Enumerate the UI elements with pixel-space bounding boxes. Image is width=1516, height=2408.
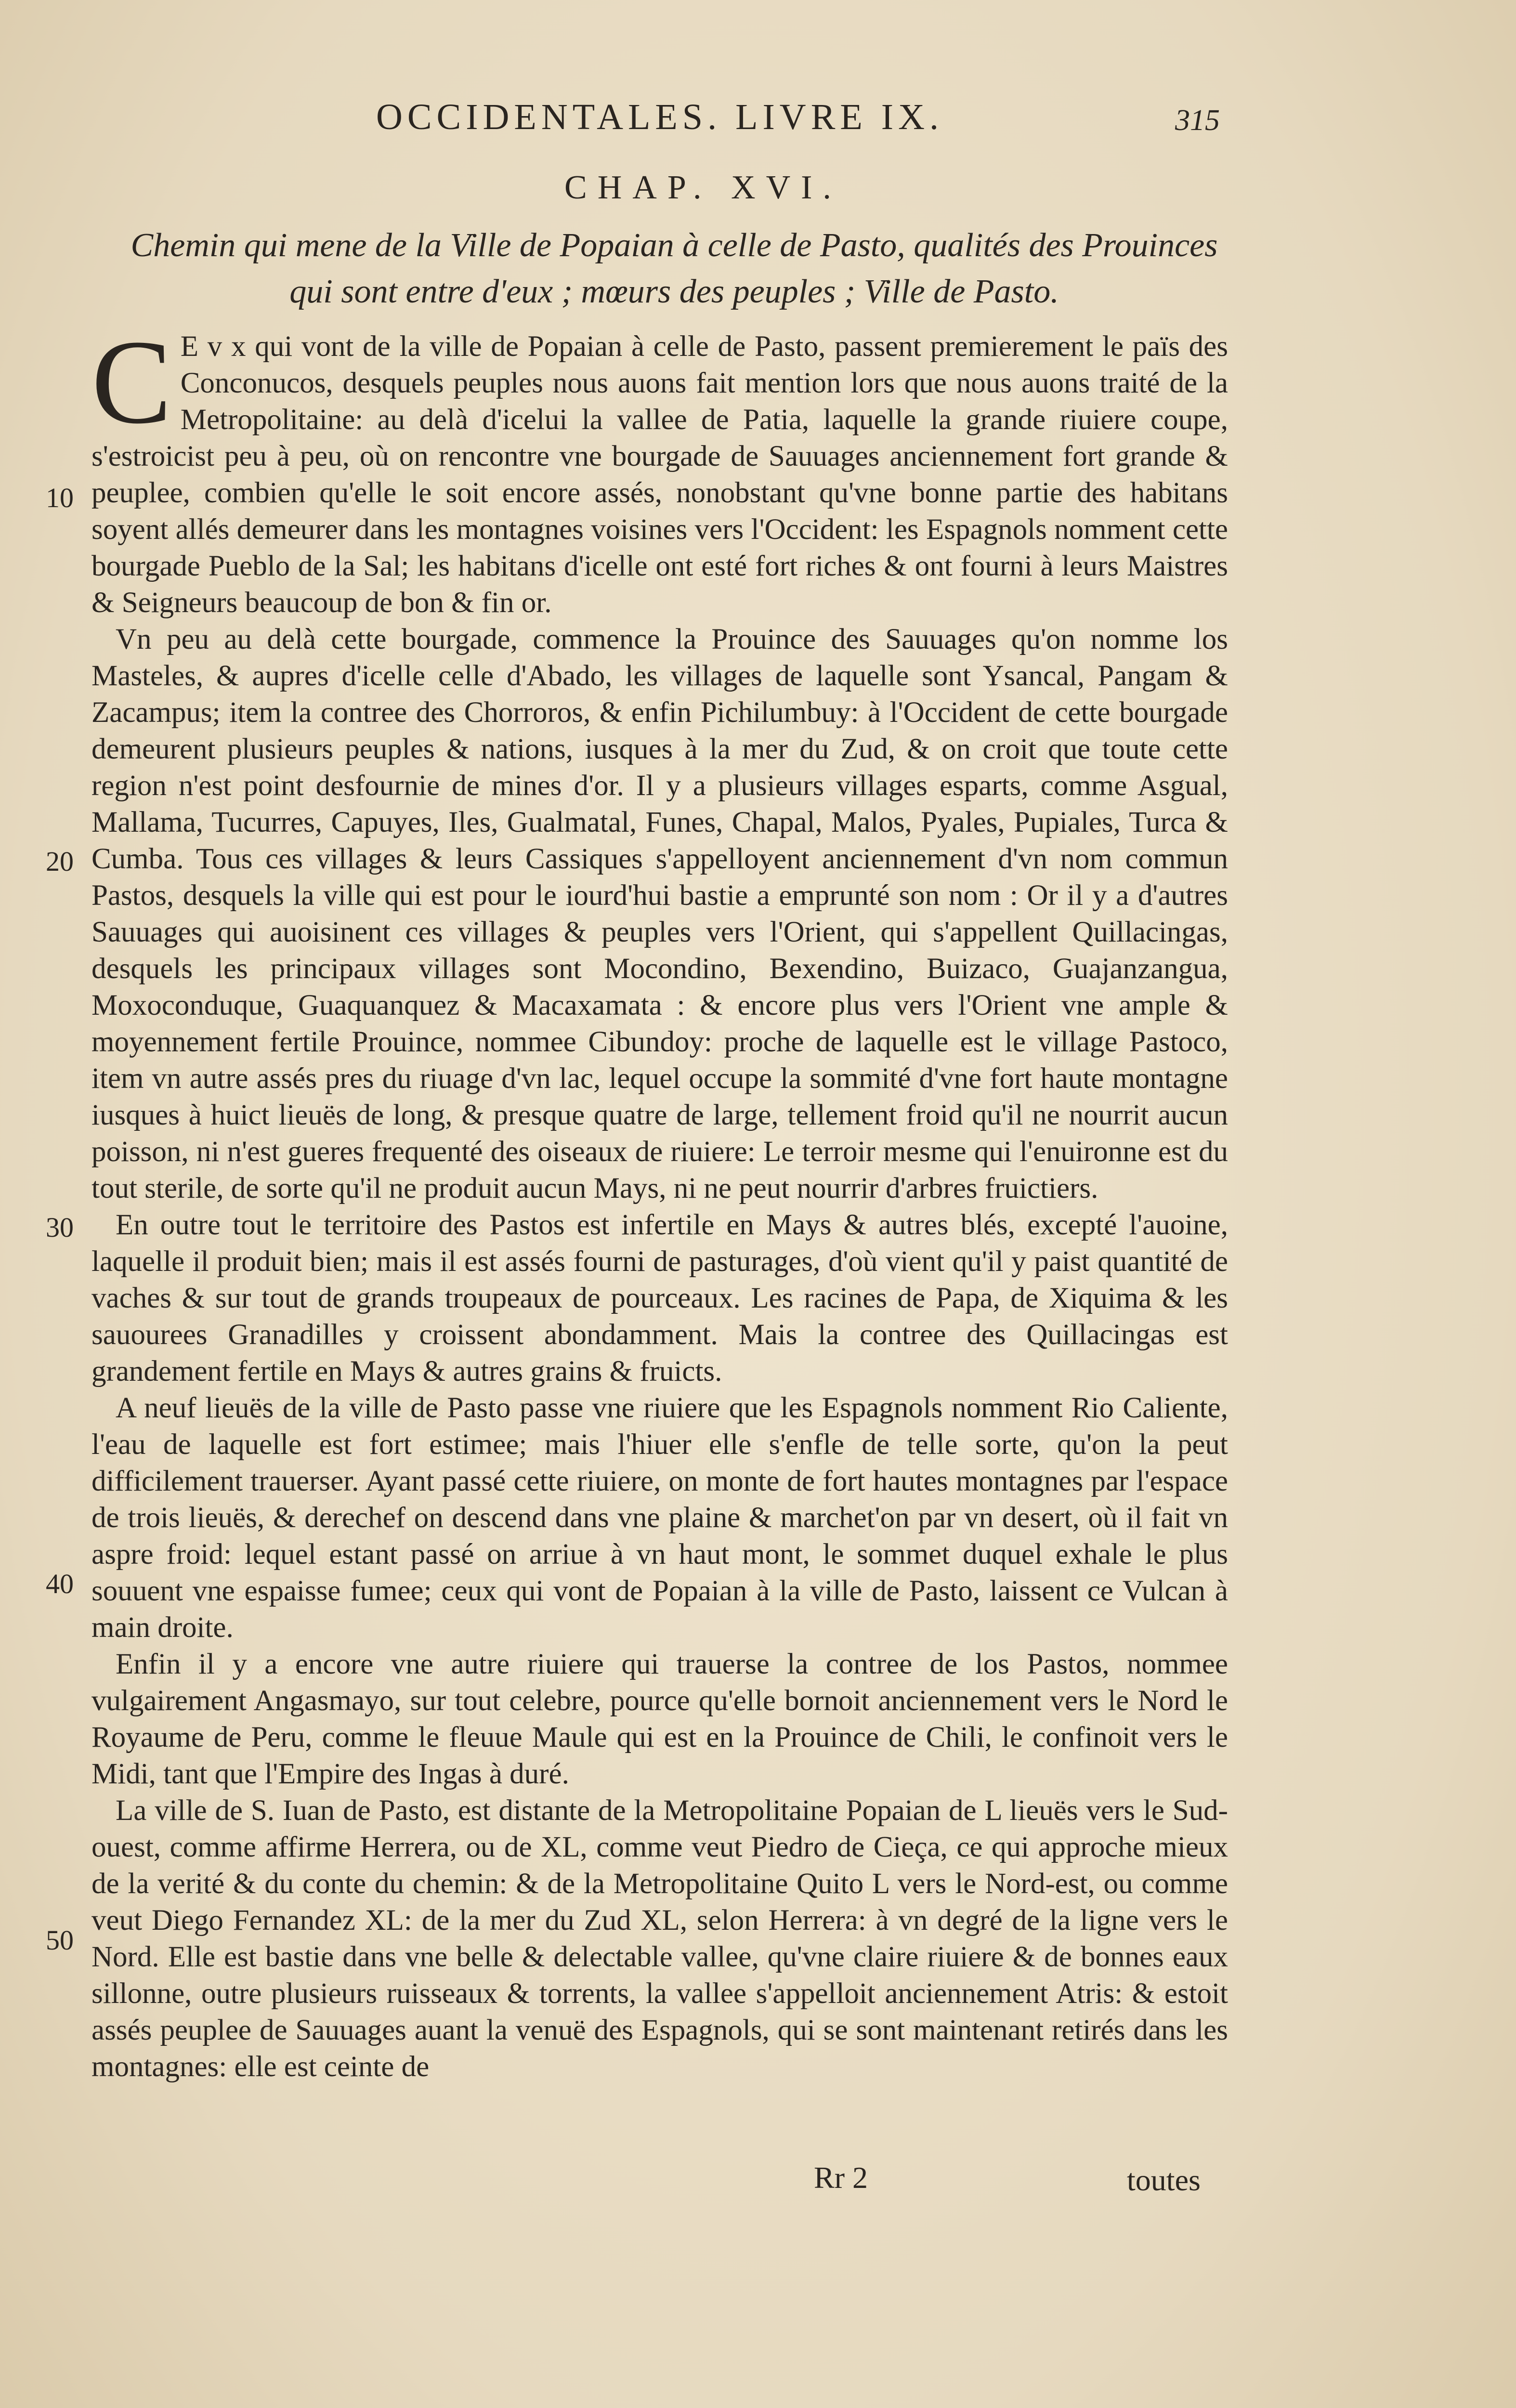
margin-line-number: 20 bbox=[46, 846, 74, 877]
paragraph bbox=[91, 315, 1228, 621]
catchword: toutes bbox=[1127, 2163, 1201, 2197]
paragraph: En outre tout le territoire des Pastos est infertile en Mays & autres blés, excepté l'auoine, laquelle il produit bien; mais il est assés fourni de pasturages, d'où vient qu'il y paist quantité de vaches & sur tout de grands troupeaux de pourceaux. Les racines de Papa, de Xiquima & les sauourees Granadilles y croissent abondamment. Mais la contree des Quillacingas est grandement fertile en Mays & autres grains & fruicts. bbox=[91, 1209, 1228, 1387]
paragraph: A neuf lieuës de la ville de Pasto passe vne riuiere que les Espagnols nomment Rio Caliente, l'eau de laquelle est fort estimee; mais l'hiuer elle s'enfle de telle sorte, qu'on la peut difficilement trauerser. Ayant passé cette riuiere, on monte de fort hautes montagnes par l'espace de trois lieuës, & derechef on descend dans vne plaine & marchet'on par vn desert, où il fait vn aspre froid: lequel estant passé on arriue à vn haut mont, le sommet duquel exhale le plus souuent vne espaisse fumee; ceux qui vont de Popaian à la ville de Pasto, laissent ce Vulcan à main droite. bbox=[91, 1392, 1228, 1644]
margin-line-number: 50 bbox=[46, 1924, 74, 1956]
running-head: OCCIDENTALES. LIVRE IX. bbox=[376, 97, 944, 137]
drop-cap: C bbox=[91, 315, 172, 449]
signature-mark: Rr 2 bbox=[814, 2160, 868, 2195]
margin-line-number: 30 bbox=[46, 1212, 74, 1243]
margin-line-number: 40 bbox=[46, 1568, 74, 1599]
paragraph-text: E v x qui vont de la ville de Popaian à celle de Pasto, passent premierement le païs des Conconucos, desquels peuples nous auons fait mention lors que nous auons traité de la Metropolitaine: au delà d'icelui la vallee de Patia, laquelle la grande riuiere coupe, s'estroicist peu à peu, où on rencontre vne bourgade de Sauuages anciennement fort grande & peuplee, combien qu'elle le soit encore assés, nonobstant qu'vne bonne partie des habitans soyent allés demeurer dans les montagnes voisines vers l'Occident: les Espagnols nomment cette bourgade Pueblo de la Sal; les habitans d'icelle ont esté fort riches & ont fourni à leurs Maistres & Seigneurs beaucoup de bon & fin or. bbox=[91, 330, 1228, 619]
page-number: 315 bbox=[1175, 104, 1220, 137]
margin-line-number: 10 bbox=[46, 482, 74, 513]
paragraph: Vn peu au delà cette bourgade, commence la Prouince des Sauuages qu'on nomme los Masteles, & aupres d'icelle celle d'Abado, les villages de laquelle sont Ysancal, Pangam & Zacampus; item la contree des Chorroros, & enfin Pichilumbuy: à l'Occident de cette bourgade demeurent plusieurs peuples & nations, iusques à la mer du Zud, & on croit que toute cette region n'est point desfournie de mines d'or. Il y a plusieurs villages esparts, comme Asgual, Mallama, Tucurres, Capuyes, Iles, Gualmatal, Funes, Chapal, Malos, Pyales, Pupiales, Turca & Cumba. Tous ces villages & leurs Cassiques s'appelloyent anciennement d'vn nom commun Pastos, desquels la ville qui est pour le iourd'hui bastie a emprunté son nom : Or il y a d'autres Sauuages qui auoisinent ces villages & peuples vers l'Orient, qui s'appellent Quillacingas, desquels les principaux villages sont Mocondino, Bexendino, Buizaco, Guajanzangua, Moxoconduque, Guaquanquez & Macaxamata : & encore plus vers l'Orient vne ample & moyennement fertile Prouince, nommee Cibundoy: proche de laquelle est le village Pastoco, item vn autre assés pres du riuage d'vn lac, lequel occupe la sommité d'vne fort haute montagne iusques à huict lieuës de long, & presque quatre de large, tellement froid qu'il ne nourrit aucun poisson, ni n'est gueres frequenté des oiseaux de riuiere: Le terroir mesme qui l'enuironne est du tout sterile, de sorte qu'il ne produit aucun Mays, ni ne peut nourrir d'arbres fruictiers. bbox=[91, 623, 1228, 1204]
chapter-label: CHAP. XVI. bbox=[564, 169, 842, 206]
paragraph: La ville de S. Iuan de Pasto, est distante de la Metropolitaine Popaian de L lieuës vers le Sud-ouest, comme affirme Herrera, ou de XL, comme veut Piedro de Cieça, ce qui approche mieux de la verité & du conte du chemin: & de la Metropolitaine Quito L vers le Nord-est, ou comme veut Diego Fernandez XL: de la mer du Zud XL, selon Herrera: à vn degré de la ligne vers le Nord. Elle est bastie dans vne belle & delectable vallee, qu'vne claire riuiere & de bonnes eaux sillonne, outre plusieurs ruisseaux & torrents, la vallee s'appelloit anciennement Atris: & estoit assés peuplee de Sauuages auant la venuë des Espagnols, qui se sont maintenant retirés dans les montagnes: elle est ceinte de bbox=[91, 1794, 1228, 2083]
paragraph: Enfin il y a encore vne autre riuiere qui trauerse la contree de los Pastos, nommee vulgairement Angasmayo, sur tout celebre, pource qu'elle bornoit anciennement vers le Nord le Royaume de Peru, comme le fleuue Maule qui est en la Prouince de Chili, le confinoit vers le Midi, tant que l'Empire des Ingas à duré. bbox=[91, 1648, 1228, 1790]
chapter-title: Chemin qui mene de la Ville de Popaian à celle de Pasto, qualités des Prouinces qui sont entre d'eux ; mœurs des peuples ; Ville de Pasto. bbox=[131, 227, 1218, 310]
body-text bbox=[91, 315, 1228, 2085]
